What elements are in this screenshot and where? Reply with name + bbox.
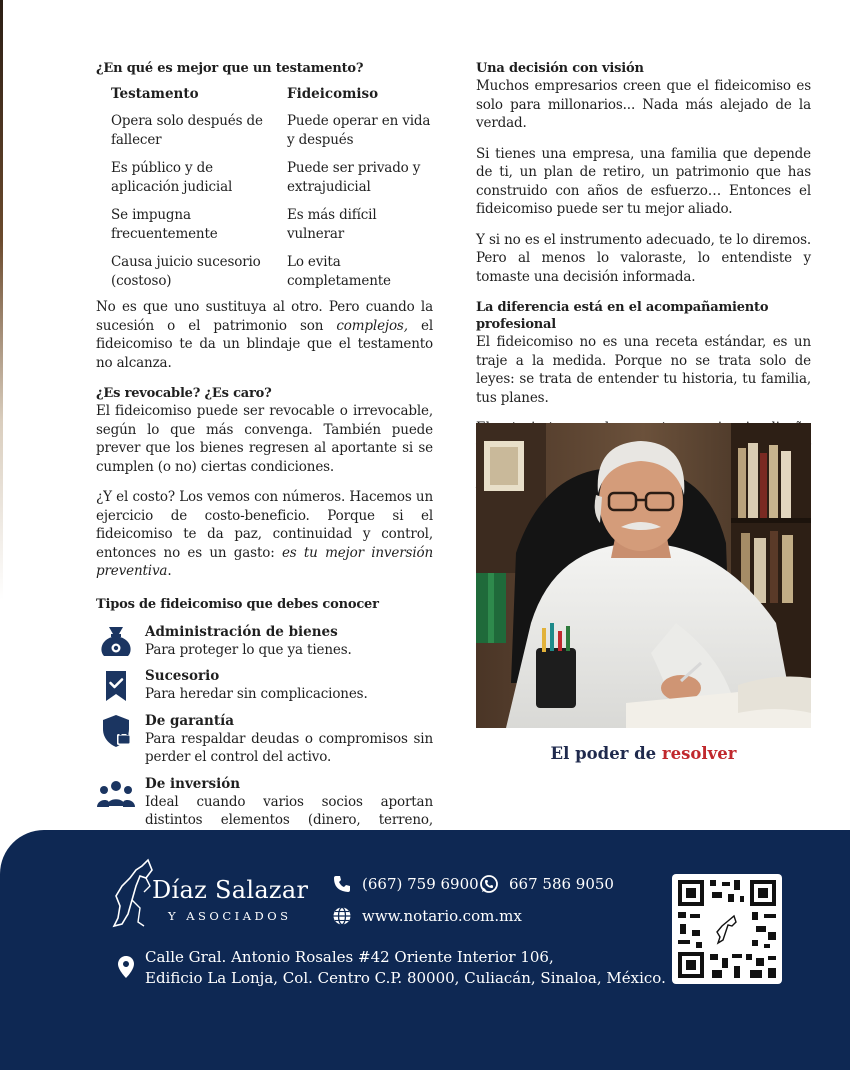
type-item-administracion — [96, 623, 433, 660]
comparison-header-row — [111, 85, 433, 103]
footer — [0, 830, 850, 1070]
tagline-text: El poder de — [550, 744, 662, 763]
paragraph-sustituya — [96, 298, 433, 372]
coyote-logo-icon — [110, 856, 158, 931]
company-logo — [110, 856, 315, 931]
comparison-row — [111, 206, 433, 253]
type-item-garantia — [96, 712, 433, 767]
paragraph-millonarios: Muchos empresarios creen que el fideicomiso es solo para millonarios... Nada más alejado de la verdad. — [476, 78, 811, 131]
type-description: Para proteger lo que ya tienes. — [145, 641, 352, 658]
shield-lock-icon — [96, 714, 136, 748]
section-title-vision: Una decisión con visión — [476, 61, 644, 76]
comparison-row — [111, 159, 433, 206]
notary-illustration — [476, 423, 811, 728]
cell-testamento: Causa juicio sucesorio (costoso) — [111, 254, 261, 289]
cell-fideicomiso: Lo evita completamente — [287, 254, 391, 289]
para1-text-a: No es que uno sustituya al otro. Pero cuando la sucesión o el patrimonio son — [96, 299, 433, 334]
section-title-acompanamiento: La diferencia está en el acompañamiento profesional — [476, 300, 769, 332]
globe-icon — [332, 906, 352, 926]
type-description: Para respaldar deudas o compromisos sin perder el control del activo. — [145, 730, 433, 765]
phone-item-1[interactable] — [332, 874, 479, 894]
tagline — [476, 744, 811, 763]
header-testamento: Testamento — [111, 86, 199, 102]
address-line-2: Edificio La Lonja, Col. Centro C.P. 80000, Culiacán, Sinaloa, México. — [145, 969, 666, 987]
cell-testamento: Opera solo después de fallecer — [111, 113, 263, 148]
type-name: De inversión — [145, 775, 241, 792]
website-link[interactable]: www.notario.com.mx — [362, 907, 522, 925]
paragraph-instrumento: Y si no es el instrumento adecuado, te lo diremos. Pero al menos lo valoraste, lo entendiste y tomaste una decisión informada. — [476, 231, 811, 285]
section-title-comparison: ¿En qué es mejor que un testamento? — [96, 61, 364, 76]
header-fideicomiso: Fideicomiso — [287, 86, 379, 102]
type-name: Administración de bienes — [145, 623, 338, 640]
comparison-row — [111, 253, 433, 300]
phone-icon — [332, 874, 352, 894]
address-lines — [145, 947, 666, 989]
type-description: Para heredar sin complicaciones. — [145, 686, 368, 702]
address-block — [117, 947, 666, 989]
qr-code-image — [672, 874, 782, 984]
whatsapp-icon — [479, 874, 499, 894]
address-line-1: Calle Gral. Antonio Rosales #42 Oriente Interior 106, — [145, 948, 554, 966]
tagline-accent: resolver — [661, 744, 737, 763]
cell-fideicomiso: Es más difícil vulnerar — [287, 207, 377, 242]
website-item[interactable] — [332, 906, 522, 926]
logo-subtitle: Y ASOCIADOS — [168, 909, 292, 923]
cell-fideicomiso: Puede ser privado y extrajudicial — [287, 160, 421, 195]
comparison-row — [111, 112, 433, 159]
type-item-sucesorio — [96, 667, 433, 704]
section-title-tipos: Tipos de fideicomiso que debes conocer — [96, 596, 379, 612]
paragraph-revocable: El fideicomiso puede ser revocable o irrevocable, según lo que más convenga. También puede prever que los bienes regresen al aportante si se cumplen (o no) ciertas condiciones. — [96, 403, 433, 475]
cell-fideicomiso: Puede operar en vida y después — [287, 113, 431, 148]
notary-photo — [476, 423, 811, 728]
paragraph-receta: El fideicomiso no es una receta estándar, es un traje a la medida. Porque no se trata solo de leyes: se trata de entender tu historia, tu familia, tus planes. — [476, 334, 811, 406]
para3-text-b: . — [167, 563, 172, 579]
cell-testamento: Es público y de aplicación judicial — [111, 160, 233, 195]
paragraph-empresa: Si tienes una empresa, una familia que depende de ti, un plan de retiro, un patrimonio que has construido con años de esfuerzo… Entonces el fideicomiso puede ser tu mejor aliado. — [476, 145, 811, 217]
para1-text-b: el fideicomiso te da un blindaje que el testamento no alcanza. — [96, 317, 433, 371]
phone-number-1[interactable]: (667) 759 6900 — [362, 875, 479, 893]
para3-emphasis: es tu mejor inversión preventiva — [96, 544, 434, 579]
type-description: Ideal cuando varios socios aportan distintos elementos (dinero, terreno, — [145, 793, 433, 828]
section-title-revocable: ¿Es revocable? ¿Es caro? — [96, 386, 272, 401]
phone-number-2[interactable]: 667 586 9050 — [509, 875, 614, 893]
cell-testamento: Se impugna frecuentemente — [111, 207, 218, 242]
left-column — [96, 60, 433, 856]
bookmark-check-icon — [96, 669, 136, 703]
type-name: De garantía — [145, 712, 234, 729]
location-pin-icon — [117, 955, 135, 979]
money-bag-icon — [96, 625, 136, 659]
para1-emphasis: complejos, — [336, 317, 408, 334]
comparison-table — [111, 85, 433, 300]
para3-text-a: ¿Y el costo? Los vemos con números. Hacemos un ejercicio de costo-beneficio. Porque si el fideicomiso te da paz, continuidad y control, entonces no es un gasto: — [96, 489, 433, 561]
phone-item-2[interactable] — [479, 874, 614, 894]
group-icon — [96, 777, 136, 811]
paragraph-costo — [96, 488, 433, 581]
qr-code[interactable] — [672, 874, 782, 984]
logo-name: Díaz Salazar — [152, 876, 309, 904]
type-name: Sucesorio — [145, 668, 220, 684]
page-edge-decoration — [0, 0, 3, 600]
